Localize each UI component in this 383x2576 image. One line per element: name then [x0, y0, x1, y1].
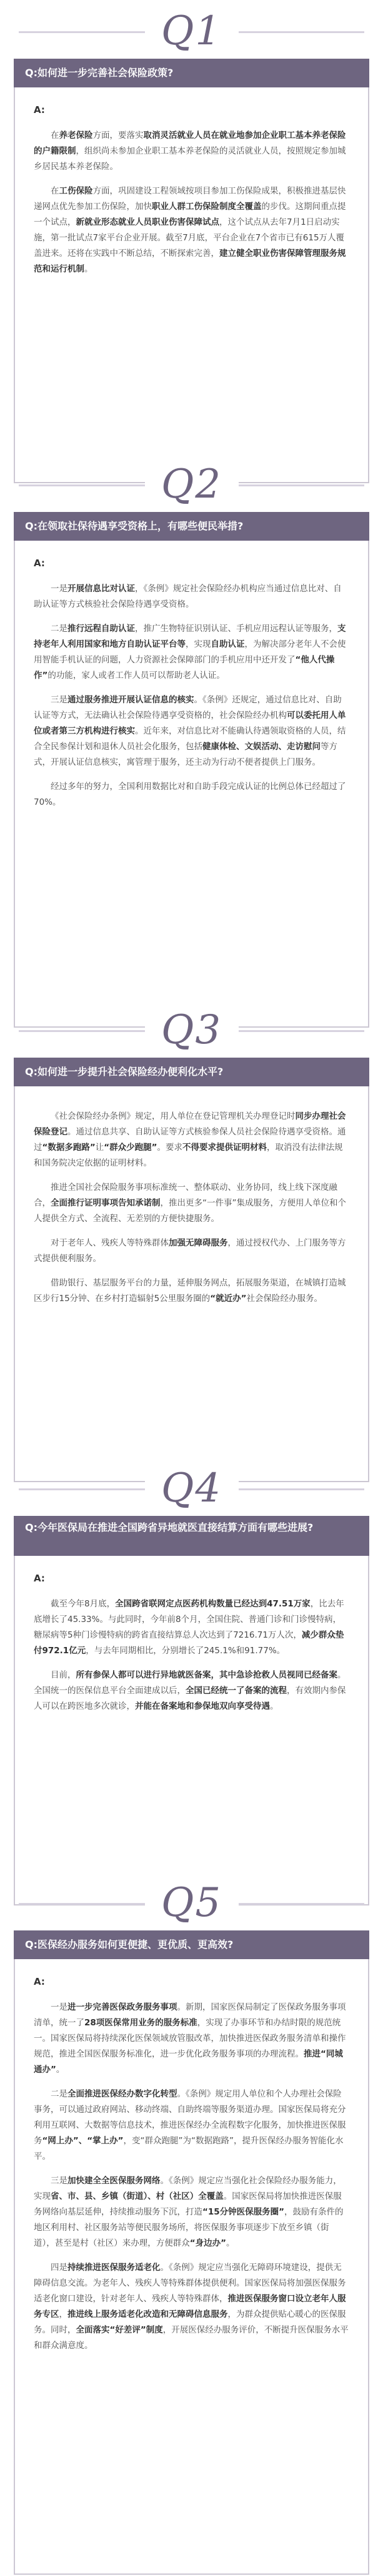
paragraph-text: ，鼓励有条件的地区利用村、社区服务站等便民服务场所，将医保服务事项逐步下放至乡镇（街道），甚至是村（社区）来办理，方便群众 — [34, 2207, 344, 2248]
emphasis-text: 并能在备案地和参保地双向享受待遇 — [135, 1701, 270, 1711]
emphasis-text: 加快建全全医保服务网络 — [67, 2176, 161, 2186]
paragraph-text: ，取消没有法律法规和国务院决定依据的证明材料。 — [34, 1143, 343, 1168]
paragraph-text: ，为群众提供贴心暖心的医保服务。同时， — [34, 2309, 346, 2335]
answer-label: A: — [34, 1976, 45, 1987]
question-title: Q:医保经办服务如何更便捷、更优质、更高效? — [14, 1930, 369, 1959]
emphasis-text: “就近办” — [210, 1294, 247, 1304]
emphasis-text: “身边办” — [189, 2238, 226, 2248]
emphasis-text: 不得要求提供证明材料 — [182, 1143, 267, 1153]
paragraph-text: ，为解决部分老年人不会使用智能手机认证的问题，人力资源社会保障部门的手机应用中还开发了 — [34, 639, 346, 665]
paragraph-text: 二是 — [51, 2089, 67, 2099]
question-title: Q:今年医保局在推进全国跨省异地就医直接结算方面有哪些进展? — [14, 1516, 369, 1556]
emphasis-text: 开展信息比对认证 — [67, 584, 135, 594]
question-number: Q5 — [161, 1880, 222, 1926]
paragraph-text: 。 — [56, 2065, 65, 2075]
question-title: Q:在领取社保待遇享受资格上，有哪些便民举措? — [14, 512, 369, 541]
paragraph-text: 。要求 — [157, 1143, 182, 1153]
emphasis-text: 全国跨省联网定点医药机构数量已经达到47.51万家 — [115, 1599, 311, 1609]
section-q5 — [0, 1880, 383, 2575]
answer-paragraphs — [34, 128, 349, 277]
paragraph-text: 一是 — [51, 2002, 67, 2012]
paragraph-text: 社会保险经办服务。 — [246, 1294, 323, 1304]
question-number-header — [0, 462, 383, 507]
emphasis-text: 进一步完善医保政务服务事项 — [67, 2002, 177, 2012]
emphasis-text: 持续推进医保服务适老化 — [67, 2263, 161, 2273]
emphasis-text: 推行远程自助认证 — [67, 624, 135, 634]
emphasis-text: 建立健全职业伤害保障管理服务规范和运行机制 — [34, 248, 346, 274]
paragraph-text: 四是 — [51, 2263, 67, 2273]
paragraph-text: ，推出更多“一件事”集成服务，方便用人单位和个人提供全方式、全流程、无差别的方便快捷服务。 — [34, 1198, 346, 1224]
answer-paragraphs — [34, 581, 349, 810]
answer-paragraph — [34, 2173, 349, 2251]
answer-paragraph — [34, 2087, 349, 2165]
paragraph-text: ，《条例》规定社会保险经办机构应当通过信息比对、自助认证等方式核验社会保险待遇享受资格。 — [34, 584, 342, 609]
answer-box — [14, 1959, 369, 2575]
section-q4 — [0, 1466, 383, 1905]
emphasis-text: 全面推进医保经办数字化转型 — [67, 2089, 177, 2099]
paragraph-text: 二是 — [51, 624, 67, 634]
paragraph-text: 截至今年8月底， — [51, 1599, 116, 1609]
emphasis-text: 支持老年人利用国家和地方自助认证平台等 — [34, 624, 346, 649]
emphasis-text: “网上办”、“掌上办” — [42, 2136, 124, 2146]
emphasis-text: “群众少跑腿” — [104, 1143, 157, 1153]
answer-paragraph — [34, 128, 349, 175]
paragraph-text: 。 — [270, 1701, 279, 1711]
paragraph-text: 目前， — [51, 1670, 76, 1680]
answer-paragraph — [34, 184, 349, 277]
question-title: Q:如何进一步完善社会保险政策? — [14, 59, 369, 87]
emphasis-text: 所有参保人都可以进行异地就医备案，其中急诊抢救人员视同已经备案 — [76, 1670, 337, 1680]
emphasis-text: 取消灵活就业人员在就业地参加企业职工基本养老保险的户籍限制 — [34, 130, 346, 156]
paragraph-text: ，组织尚未参加企业职工基本养老保险的灵活就业人员，按照规定参加城乡居民基本养老保险。 — [34, 146, 346, 172]
emphasis-text: “他人代操作” — [34, 655, 335, 681]
answer-paragraph — [34, 1596, 349, 1659]
paragraph-text: 。 — [226, 2238, 235, 2248]
emphasis-text: 通过服务推进开展认证信息的核实 — [67, 695, 194, 705]
paragraph-text: 方面，要落实 — [92, 130, 144, 140]
emphasis-text: 减少群众垫付972.1亿元 — [34, 1630, 344, 1656]
answer-paragraph — [34, 2000, 349, 2078]
emphasis-text: 可以委托用人单位或者第三方机构进行核实 — [34, 710, 346, 736]
answer-paragraph — [34, 1236, 349, 1267]
emphasis-text: 养老保险 — [59, 130, 93, 140]
emphasis-text: 推进线上服务适老化改造和无障碍信息服务 — [67, 2309, 228, 2319]
paragraph-text: ，实现 — [186, 639, 211, 649]
answer-paragraph — [34, 1276, 349, 1307]
paragraph-text: 在 — [51, 130, 59, 140]
question-number-header — [0, 1880, 383, 1925]
paragraph-text: 让 — [95, 1143, 104, 1153]
paragraph-text: ，比去年底增长了45.33%。与此同时，今年前8个月，全国住院、普通门诊和门诊慢特病，糖尿病等5种门诊慢特病的跨省直接结算总人次达到了7216.71万人次， — [34, 1599, 344, 1640]
emphasis-text: 加强无障碍服务 — [169, 1238, 228, 1248]
answer-paragraph — [34, 621, 349, 684]
emphasis-text: 工伤保险 — [59, 186, 93, 196]
emphasis-text: “15分钟医保服务圈” — [202, 2207, 285, 2217]
paragraph-text: 。《条例》还规定，通过信息比对、自助认证等方式，无法确认社会保险待遇享受资格的，社会保险经办机构 — [34, 695, 342, 720]
answer-paragraph — [34, 581, 349, 612]
answer-paragraphs — [34, 1596, 349, 1714]
answer-paragraph — [34, 1180, 349, 1227]
paragraph-text: 。全国统一的医保信息平台全面建成以后， — [34, 1670, 346, 1696]
answer-box — [14, 1556, 369, 1905]
emphasis-text: 健康体检、文娱活动、走访慰问 — [202, 742, 321, 752]
paragraph-text: 的步伐。这期间重点提一个试点， — [34, 202, 346, 227]
paragraph-text: ，推广生物特征识别认证、手机应用远程认证等服务， — [135, 624, 337, 634]
emphasis-text: 省、市、县、乡镇（街道）、村（社区）全覆盖 — [51, 2191, 224, 2201]
section-q1 — [0, 9, 383, 483]
section-q2 — [0, 462, 383, 1028]
paragraph-text: 。通过信息共享、自助认证等方式核验参保人员社会保险待遇享受资格。通过 — [34, 1127, 346, 1153]
section-q3 — [0, 1008, 383, 1482]
emphasis-text: 新就业形态就业人员职业伤害保障试点 — [76, 217, 219, 227]
paragraph-text: 推进全国社会保险服务事项标准统一、整体联动、业务协同，线上线下深度融合， — [34, 1182, 337, 1208]
paragraph-text: ，有效期内参保人可以在跨医地多次就诊， — [34, 1686, 346, 1711]
answer-box — [14, 541, 369, 1028]
paragraph-text: 对于老年人、残疾人等特殊群体 — [51, 1238, 169, 1248]
paragraph-text: 。近年来，对信息比对不能确认待遇领取资格的人员，结合全民参保计划和退休人员社会化服务，包括 — [34, 726, 346, 752]
paragraph-text: ，与去年同期相比，分别增长了245.1%和91.77%。 — [86, 1646, 286, 1656]
answer-label: A: — [34, 104, 45, 116]
answer-box — [14, 87, 369, 483]
paragraph-text: 的功能，家人或者工作人员可以帮助老人认证。 — [47, 671, 225, 681]
paragraph-text: ，变“群众跑腿”为“数据跑路”，提升医保经办服务智能化水平。 — [34, 2136, 344, 2161]
paragraph-text: ，这个试点从去年7月1日启动实施，第一批试点7家平台企业开展。截至7月底，平台企业在7个省市已有615万人覆盖进来。还将在实践中不断总结，不断探索完善， — [34, 217, 345, 258]
answer-paragraph — [34, 1109, 349, 1171]
answer-paragraphs — [34, 1109, 349, 1307]
paragraph-text: 借助银行、基层服务平台的力量，延伸服务网点，拓展服务渠道，在城镇打造城区步行15分钟、在乡村打造辐射5公里服务圈的 — [34, 1278, 346, 1304]
emphasis-text: 全面推行证明事项告知承诺制 — [51, 1198, 161, 1208]
emphasis-text: 推进“同城通办” — [34, 2049, 343, 2075]
answer-label: A: — [34, 558, 45, 569]
answer-paragraph — [34, 2260, 349, 2354]
emphasis-text: 职业人群工伤保险制度全覆盖 — [152, 202, 262, 212]
emphasis-text: 全国已经统一了备案的流程 — [186, 1686, 287, 1696]
paragraph-text: ，开展医保经办服务评价，不断提升医保服务水平和群众满意度。 — [34, 2325, 349, 2351]
emphasis-text: 推进医保服务窗口设立老年人服务专区 — [34, 2294, 346, 2319]
paragraph-text: 。 — [84, 264, 93, 274]
paragraph-text: 三是 — [51, 695, 67, 705]
emphasis-text: 自助认证 — [211, 639, 245, 649]
answer-box — [14, 1086, 369, 1482]
paragraph-text: ， — [59, 2309, 67, 2319]
question-number: Q2 — [161, 461, 222, 508]
paragraph-text: 。国家医保局将加快推进医保服务网络向基层延伸，持续推动服务下沉，打造 — [34, 2191, 342, 2217]
emphasis-text: 全面落实“好差评”制度 — [76, 2325, 163, 2335]
paragraph-text: ，实现了办事环节和办结时限的规范统一。国家医保局将持续深化医保领域放管服改革，加快推进医保政务服务清单和操作规范，推进全国医保服务标准化，进一步优化政务服务事项的办理流程。 — [34, 2018, 346, 2059]
question-number-header — [0, 1466, 383, 1511]
paragraph-text: ，通过授权代办、上门服务等方式提供便利服务。 — [34, 1238, 346, 1264]
paragraph-text: 一是 — [51, 584, 67, 594]
answer-paragraph — [34, 1668, 349, 1714]
paragraph-text: 。《条例》规定用人单位和个人办理社会保险事务，可以通过政府网站、移动终端、自助终端等服务渠道办理。国家医保局将充分利用互联网、大数据等信息技术，推进医保经办全流程数字化服务，加快推进医保服务 — [34, 2089, 346, 2146]
paragraph-text: 等方式，开展认证信息核实，寓管理于服务，还主动为行动不便者提供上门服务。 — [34, 742, 337, 767]
paragraph-text: 在 — [51, 186, 59, 196]
paragraph-text: 经过多年的努力，全国利用数据比对和自助手段完成认证的比例总体已经超过了70%。 — [34, 782, 346, 807]
question-number-header — [0, 9, 383, 54]
question-number: Q4 — [161, 1465, 222, 1512]
paragraph-text: 《社会保险经办条例》规定，用人单位在登记管理机关办理登记时 — [51, 1111, 296, 1121]
question-title: Q:如何进一步提升社会保险经办便利化水平? — [14, 1058, 369, 1086]
emphasis-text: 同步办理社会保险登记 — [34, 1111, 346, 1137]
question-number-header — [0, 1008, 383, 1053]
answer-label: A: — [34, 1573, 45, 1584]
paragraph-text: 三是 — [51, 2176, 67, 2186]
paragraph-text: 。《条例》规定应当强化无障碍环境建设，提供无障碍信息交流。为老年人、残疾人等特殊群体提供便利。国家医保局将加强医保服务适老化窗口建设，针对老年人、残疾人等特殊群体， — [34, 2263, 346, 2304]
question-number: Q3 — [161, 1007, 222, 1053]
answer-paragraphs — [34, 2000, 349, 2354]
emphasis-text: “数据多跑路” — [42, 1143, 96, 1153]
emphasis-text: 28项医保常用业务的服务标准 — [84, 2018, 197, 2028]
question-number: Q1 — [161, 8, 222, 54]
paragraph-text: 。《条例》规定应当强化社会保险经办服务能力，实现 — [34, 2176, 342, 2201]
paragraph-text: 。新期，国家医保局制定了医保政务服务事项清单，统一了 — [34, 2002, 346, 2028]
answer-paragraph — [34, 692, 349, 770]
answer-paragraph — [34, 779, 349, 810]
paragraph-text: 方面，巩固建设工程领域按项目参加工伤保险成果，积极推进基层快递网点优先参加工伤保险，加快 — [34, 186, 346, 212]
